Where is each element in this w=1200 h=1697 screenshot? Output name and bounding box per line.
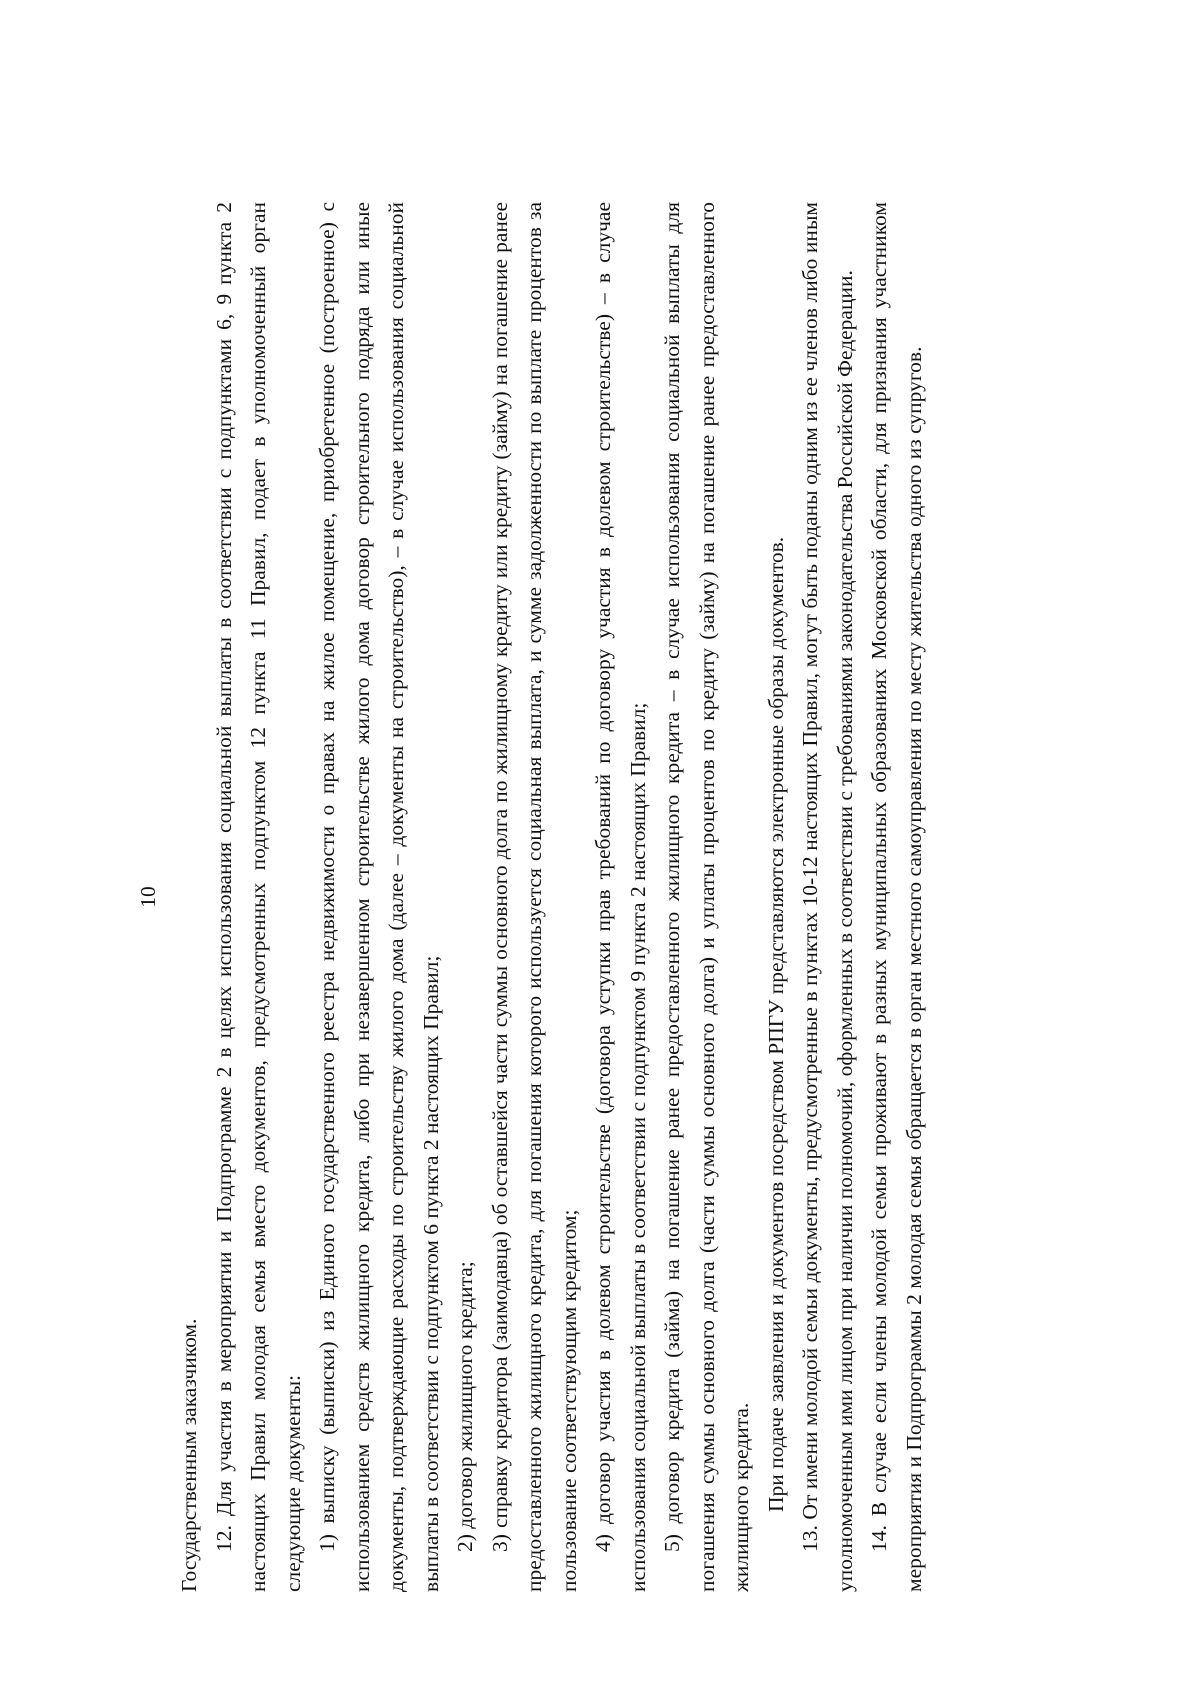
paragraph-12: 12. Для участия в мероприятии и Подпрограмме 2 в целях использования социальной выплаты в соответствии с подпунктами 6, 9 пункта 2 настоящих Правил молодая семья вместо документов, предусмотренных подпунктом 12 пункта 11 Правил, подает в уполномоченный орган следующие документы: [211, 202, 305, 1592]
paragraph-13: 13. От имени молодой семьи документы, предусмотренные в пунктах 10-12 настоящих Правил, могут быть поданы одним из ее членов либо иным уполномоченным ими лицом при наличии полномочий, оформленных в соответствии с требованиями законодательства Российской Федерации. [798, 202, 857, 1592]
paragraph-rpgu-note: При подаче заявления и документов посредством РПГУ представляются электронные образы документов. [763, 536, 788, 1512]
paragraph-12-item-3: 3) справку кредитора (заимодавца) об оставшейся части суммы основного долга по жилищному кредиту или кредиту (займу) на погашение ранее предоставленного жилищного кредита, для погашения которого используется социальная выплата, и сумме задолженности по выплате процентов за пользование соответствующим кредитом; [487, 202, 581, 1592]
paragraph-12-item-5: 5) договор кредита (займа) на погашение ранее предоставленного жилищного кредита – в случае использования социальной выплаты для погашения суммы основного долга (части суммы основного долга) и уплаты процентов по кредиту (займу) на погашение ранее предоставленного жилищного кредита. [660, 202, 753, 1592]
paragraph-12-item-4: 4) договор участия в долевом строительстве (договора уступки прав требований по договору участия в долевом строительстве) – в случае использования социальной выплаты в соответствии с подпунктом 9 пункта 2 настоящих Правил; [591, 202, 650, 1592]
paragraph-12-item-2: 2) договор жилищного кредита; [453, 1261, 477, 1552]
page-number: 10 [136, 886, 160, 908]
paragraph-12-item-1: 1) выписку (выписки) из Единого государственного реестра недвижимости о правах на жилое помещение, приобретенное (построенное) с использованием средств жилищного кредита, либо при незавершенном строительстве жилого дома договор строительного подряда или иные документы, подтверждающие расходы по строительству жилого дома (далее – документы на строительство), – в случае использования социальной выплаты в соответствии с подпунктом 6 пункта 2 настоящих Правил; [315, 202, 443, 1592]
document-text [172, 202, 931, 1592]
rotated-document-body [131, 202, 931, 1592]
paragraph-continuation: Государственным заказчиком. [177, 1318, 201, 1592]
paragraph-14: 14. В случае если члены молодой семьи проживают в разных муниципальных образованиях Московской области, для признания участником мероприятия и Подпрограммы 2 молодая семья обращается в орган местного самоуправления по месту жительства одного из супругов. [867, 202, 926, 1592]
